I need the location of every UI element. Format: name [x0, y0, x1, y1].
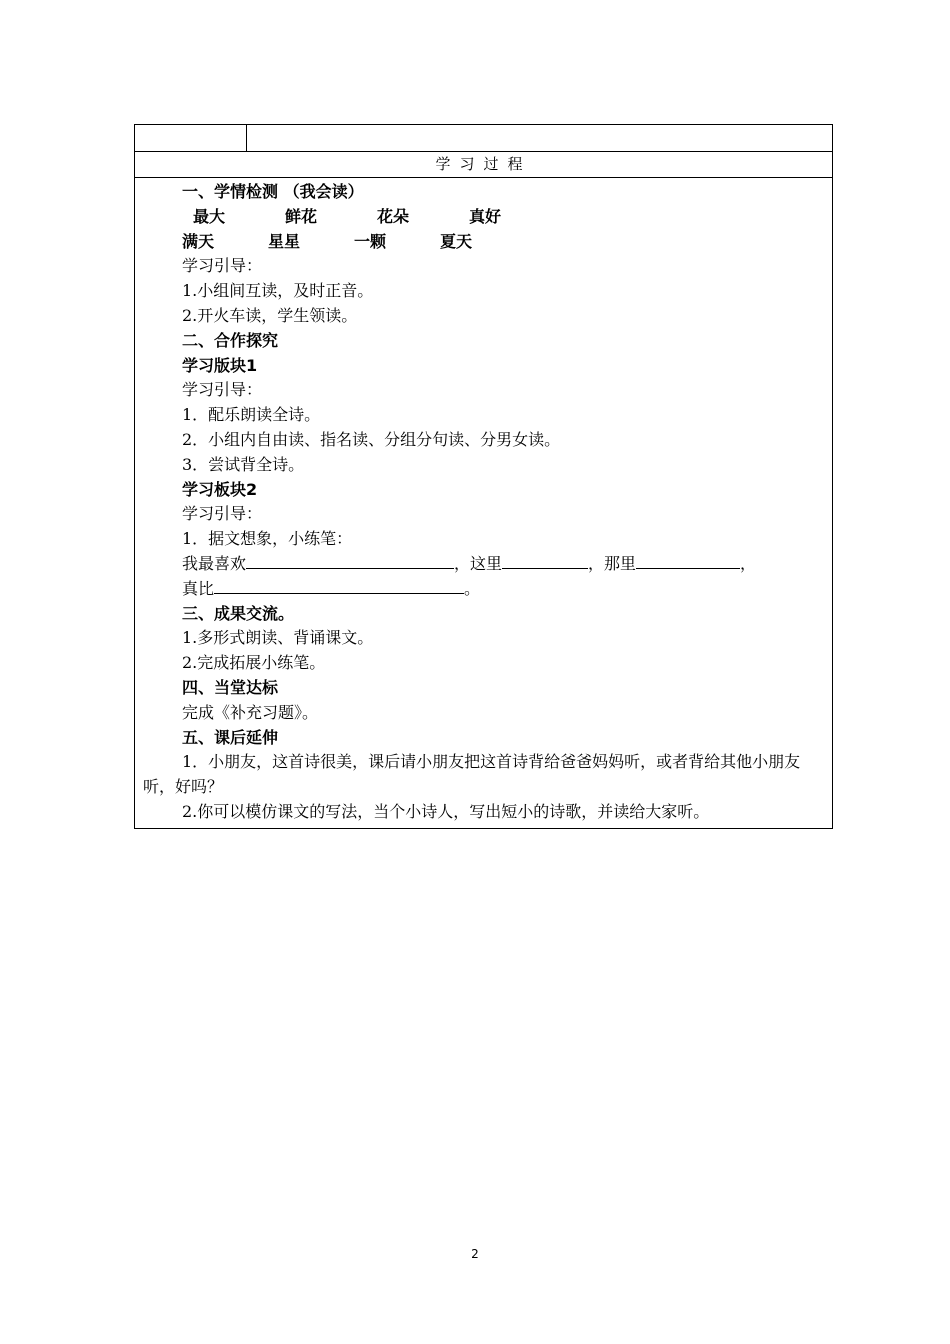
word: 真好: [469, 206, 502, 226]
word: 星星: [268, 231, 301, 251]
fill-text: 我最喜欢: [182, 553, 247, 573]
fill-blank: [636, 552, 740, 569]
section-3-title: 三、成果交流。: [182, 603, 295, 623]
table-content: [135, 178, 832, 828]
fill-text: ，: [740, 553, 757, 573]
section-5-title: 五、课后延伸: [182, 727, 279, 747]
word: 最大: [193, 206, 226, 226]
word: 鲜花: [285, 206, 318, 226]
block-1-title: 学习版块1: [182, 355, 258, 375]
list-item: 1.小组间互读，及时正音。: [182, 281, 374, 301]
guide-label: 学习引导：: [182, 504, 263, 524]
fill-text: ，这里: [454, 553, 503, 573]
list-item: 3．尝试背全诗。: [182, 454, 305, 474]
block-2-title: 学习板块2: [182, 479, 258, 499]
table-top-left-cell: [135, 125, 247, 151]
section-4-title: 四、当堂达标: [182, 677, 279, 697]
lesson-table: [134, 124, 833, 829]
section-5-item-2: 2.你可以模仿课文的写法，当个小诗人，写出短小的诗歌，并读给大家听。: [182, 801, 710, 821]
fill-text: 真比: [182, 578, 215, 598]
page-number: 2: [471, 1247, 479, 1261]
fill-in-line-2: [143, 577, 826, 602]
word-row-2: [143, 230, 826, 255]
list-item: 1.多形式朗读、背诵课文。: [182, 628, 374, 648]
fill-blank: [246, 552, 454, 569]
fill-text: 。: [464, 578, 481, 598]
word: 夏天: [440, 231, 473, 251]
fill-blank: [214, 577, 464, 594]
fill-blank: [502, 552, 588, 569]
fill-in-line-1: [143, 552, 826, 577]
word: 花朵: [377, 206, 410, 226]
list-item: 2.开火车读，学生领读。: [182, 305, 358, 325]
fill-text: ，那里: [588, 553, 637, 573]
section-1-title: 一、学情检测 （我会读）: [182, 182, 364, 201]
guide-label: 学习引导：: [182, 380, 263, 400]
word-row-1: [143, 205, 826, 230]
word: 一颗: [354, 231, 387, 251]
section-5-item-1: 1．小朋友，这首诗很美，课后请小朋友把这首诗背给爸爸妈妈听，或者背给其他小朋友听，好吗？: [143, 752, 801, 797]
list-item: 1．据文想象，小练笔：: [182, 529, 353, 549]
table-header: 学习过程: [135, 152, 832, 178]
guide-label: 学习引导：: [182, 256, 263, 276]
list-item: 1．配乐朗读全诗。: [182, 405, 321, 425]
table-top-row: [135, 125, 832, 152]
section-2-title: 二、合作探究: [182, 330, 279, 350]
list-item: 2．小组内自由读、指名读、分组分句读、分男女读。: [182, 429, 561, 449]
list-item: 2.完成拓展小练笔。: [182, 653, 326, 673]
word: 满天: [182, 231, 215, 251]
section-4-text: 完成《补充习题》。: [182, 702, 319, 722]
